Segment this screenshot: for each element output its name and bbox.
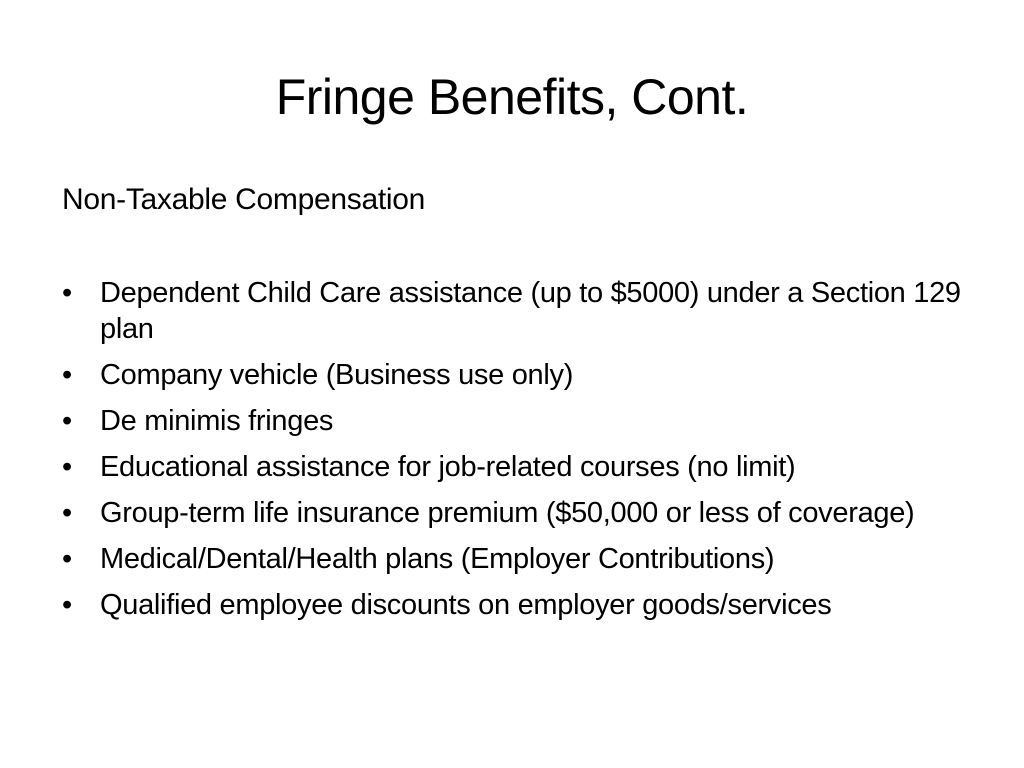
bullet-item [62, 541, 982, 577]
bullet-icon: • [62, 405, 72, 437]
bullet-text: Group-term life insurance premium ($50,000 or less of coverage) [100, 497, 915, 529]
bullet-text: De minimis fringes [100, 405, 334, 437]
bullet-icon: • [62, 543, 72, 575]
bullet-icon: • [62, 451, 72, 483]
bullet-item [62, 357, 982, 393]
bullet-text: Dependent Child Care assistance (up to $5000) under a Section 129 plan [100, 277, 961, 345]
bullet-icon: • [62, 277, 72, 309]
bullet-item [62, 275, 982, 347]
bullet-text: Medical/Dental/Health plans (Employer Contributions) [100, 543, 775, 575]
bullet-icon: • [62, 497, 72, 529]
bullet-item [62, 403, 982, 439]
bullet-item [62, 587, 982, 623]
subheading: Non-Taxable Compensation [62, 183, 426, 216]
bullet-icon: • [62, 589, 72, 621]
bullet-icon: • [62, 359, 72, 391]
bullet-item [62, 449, 982, 485]
bullet-list [62, 275, 982, 633]
bullet-item [62, 495, 982, 531]
bullet-text: Educational assistance for job-related courses (no limit) [100, 451, 796, 483]
bullet-text: Qualified employee discounts on employer goods/services [100, 589, 832, 621]
slide-title: Fringe Benefits, Cont. [275, 69, 749, 125]
bullet-text: Company vehicle (Business use only) [100, 359, 574, 391]
